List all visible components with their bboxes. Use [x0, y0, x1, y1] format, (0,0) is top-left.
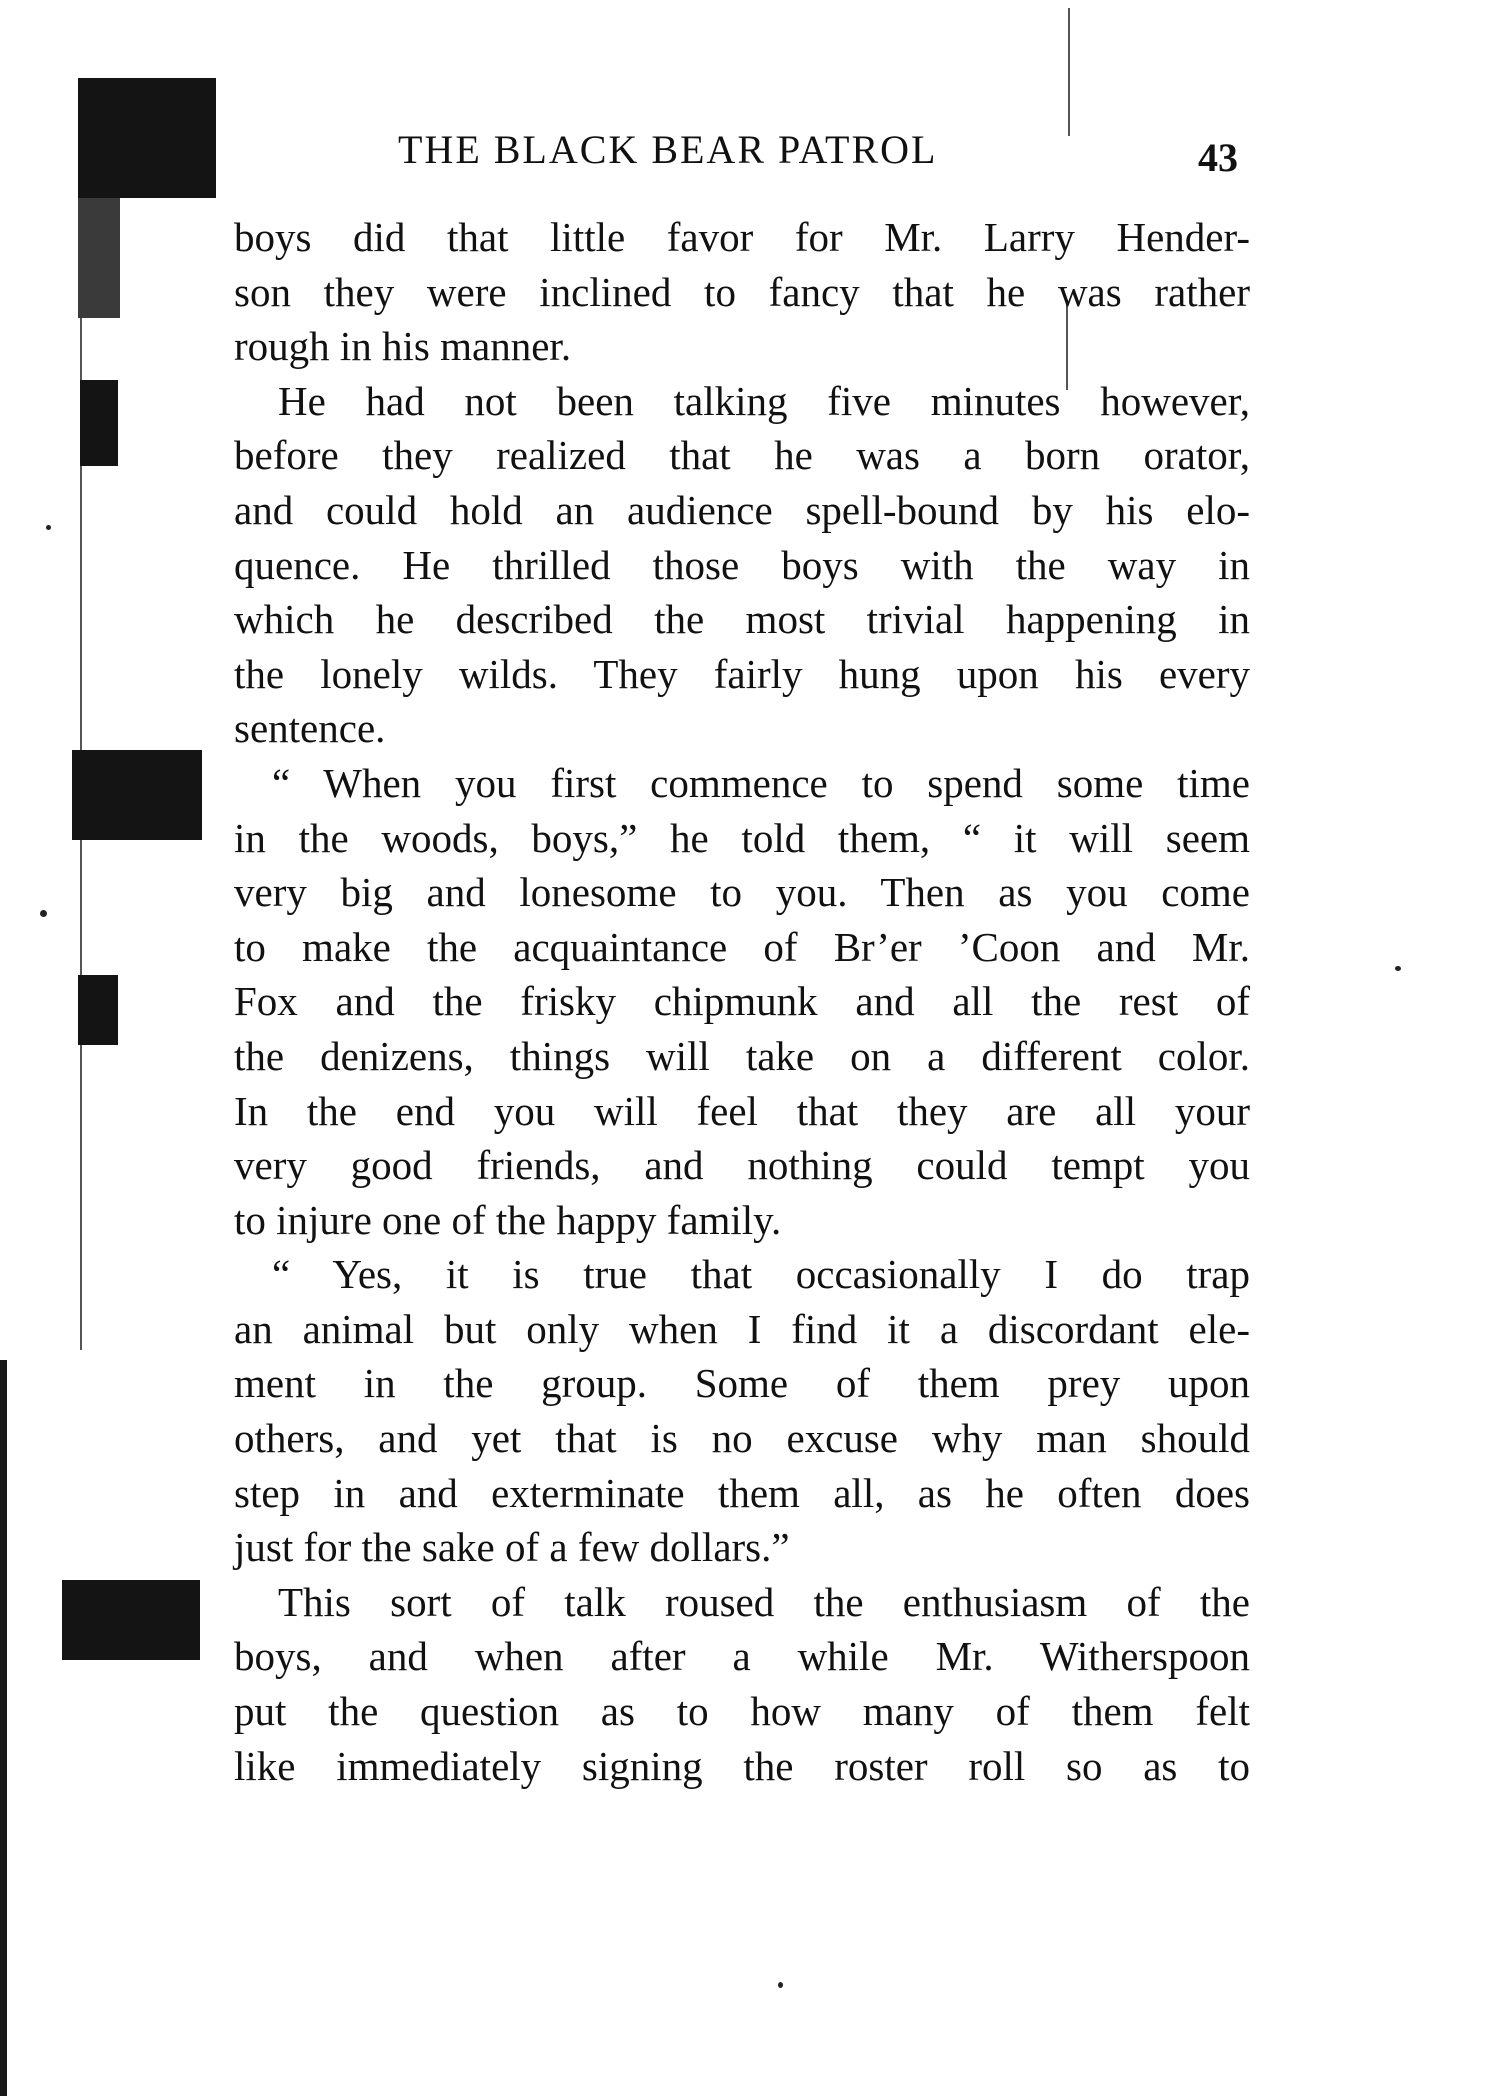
scan-speck: [1395, 966, 1401, 971]
binding-shadow-mark: [72, 750, 202, 840]
text-line: step in and exterminate them all, as he often does: [234, 1469, 1250, 1516]
body-text: [234, 210, 1250, 1793]
binding-shadow-mark: [62, 1580, 200, 1660]
binding-shadow-mark: [78, 78, 216, 198]
text-line: the lonely wilds. They fairly hung upon his every: [234, 650, 1250, 697]
binding-shadow-mark: [78, 198, 120, 318]
text-line: just for the sake of a few dollars.”: [234, 1524, 790, 1571]
scan-speck: [778, 1982, 783, 1988]
binding-shadow-mark: [80, 380, 118, 466]
text-line: This sort of talk roused the enthusiasm of the: [278, 1578, 1250, 1625]
text-line: very big and lonesome to you. Then as you come: [234, 869, 1250, 916]
text-line: like immediately signing the roster roll so as to: [234, 1742, 1250, 1789]
text-line: He had not been talking five minutes however,: [278, 377, 1250, 424]
text-line: In the end you will feel that they are all your: [234, 1087, 1250, 1134]
text-line: ment in the group. Some of them prey upon: [234, 1360, 1250, 1407]
binding-shadow-mark: [78, 975, 118, 1045]
text-line: rough in his manner.: [234, 323, 572, 370]
text-line: others, and yet that is no excuse why man should: [234, 1415, 1250, 1462]
text-line: boys, and when after a while Mr. Witherspoon: [234, 1633, 1250, 1680]
text-line: to injure one of the happy family.: [234, 1196, 782, 1243]
text-line: an animal but only when I find it a discordant ele-: [234, 1305, 1250, 1352]
scan-speck: [46, 525, 51, 530]
page-edge-shadow: [0, 1360, 7, 2096]
running-head: THE BLACK BEAR PATROL: [398, 127, 938, 172]
text-line: which he described the most trivial happening in: [234, 596, 1250, 643]
text-line: “ Yes, it is true that occasionally I do trap: [272, 1251, 1250, 1298]
text-line: the denizens, things will take on a different color.: [234, 1032, 1250, 1079]
text-line: before they realized that he was a born orator,: [234, 432, 1250, 479]
text-line: very good friends, and nothing could tempt you: [234, 1142, 1250, 1189]
text-line: put the question as to how many of them felt: [234, 1688, 1250, 1735]
text-line: son they were inclined to fancy that he was rather: [234, 268, 1250, 315]
text-line: to make the acquaintance of Br’er ’Coon and Mr.: [234, 923, 1250, 970]
text-line: in the woods, boys,” he told them, “ it will seem: [234, 814, 1250, 861]
text-line: Fox and the frisky chipmunk and all the rest of: [234, 978, 1250, 1025]
scan-crop-line: [1068, 8, 1070, 136]
scan-speck: [40, 910, 47, 917]
text-line: “ When you first commence to spend some time: [272, 759, 1250, 806]
text-line: sentence.: [234, 705, 386, 752]
text-line: and could hold an audience spell-bound by his elo-: [234, 486, 1250, 533]
text-line: boys did that little favor for Mr. Larry Hender-: [234, 214, 1250, 260]
page-number: 43: [1198, 135, 1238, 180]
text-line: quence. He thrilled those boys with the way in: [234, 541, 1250, 588]
